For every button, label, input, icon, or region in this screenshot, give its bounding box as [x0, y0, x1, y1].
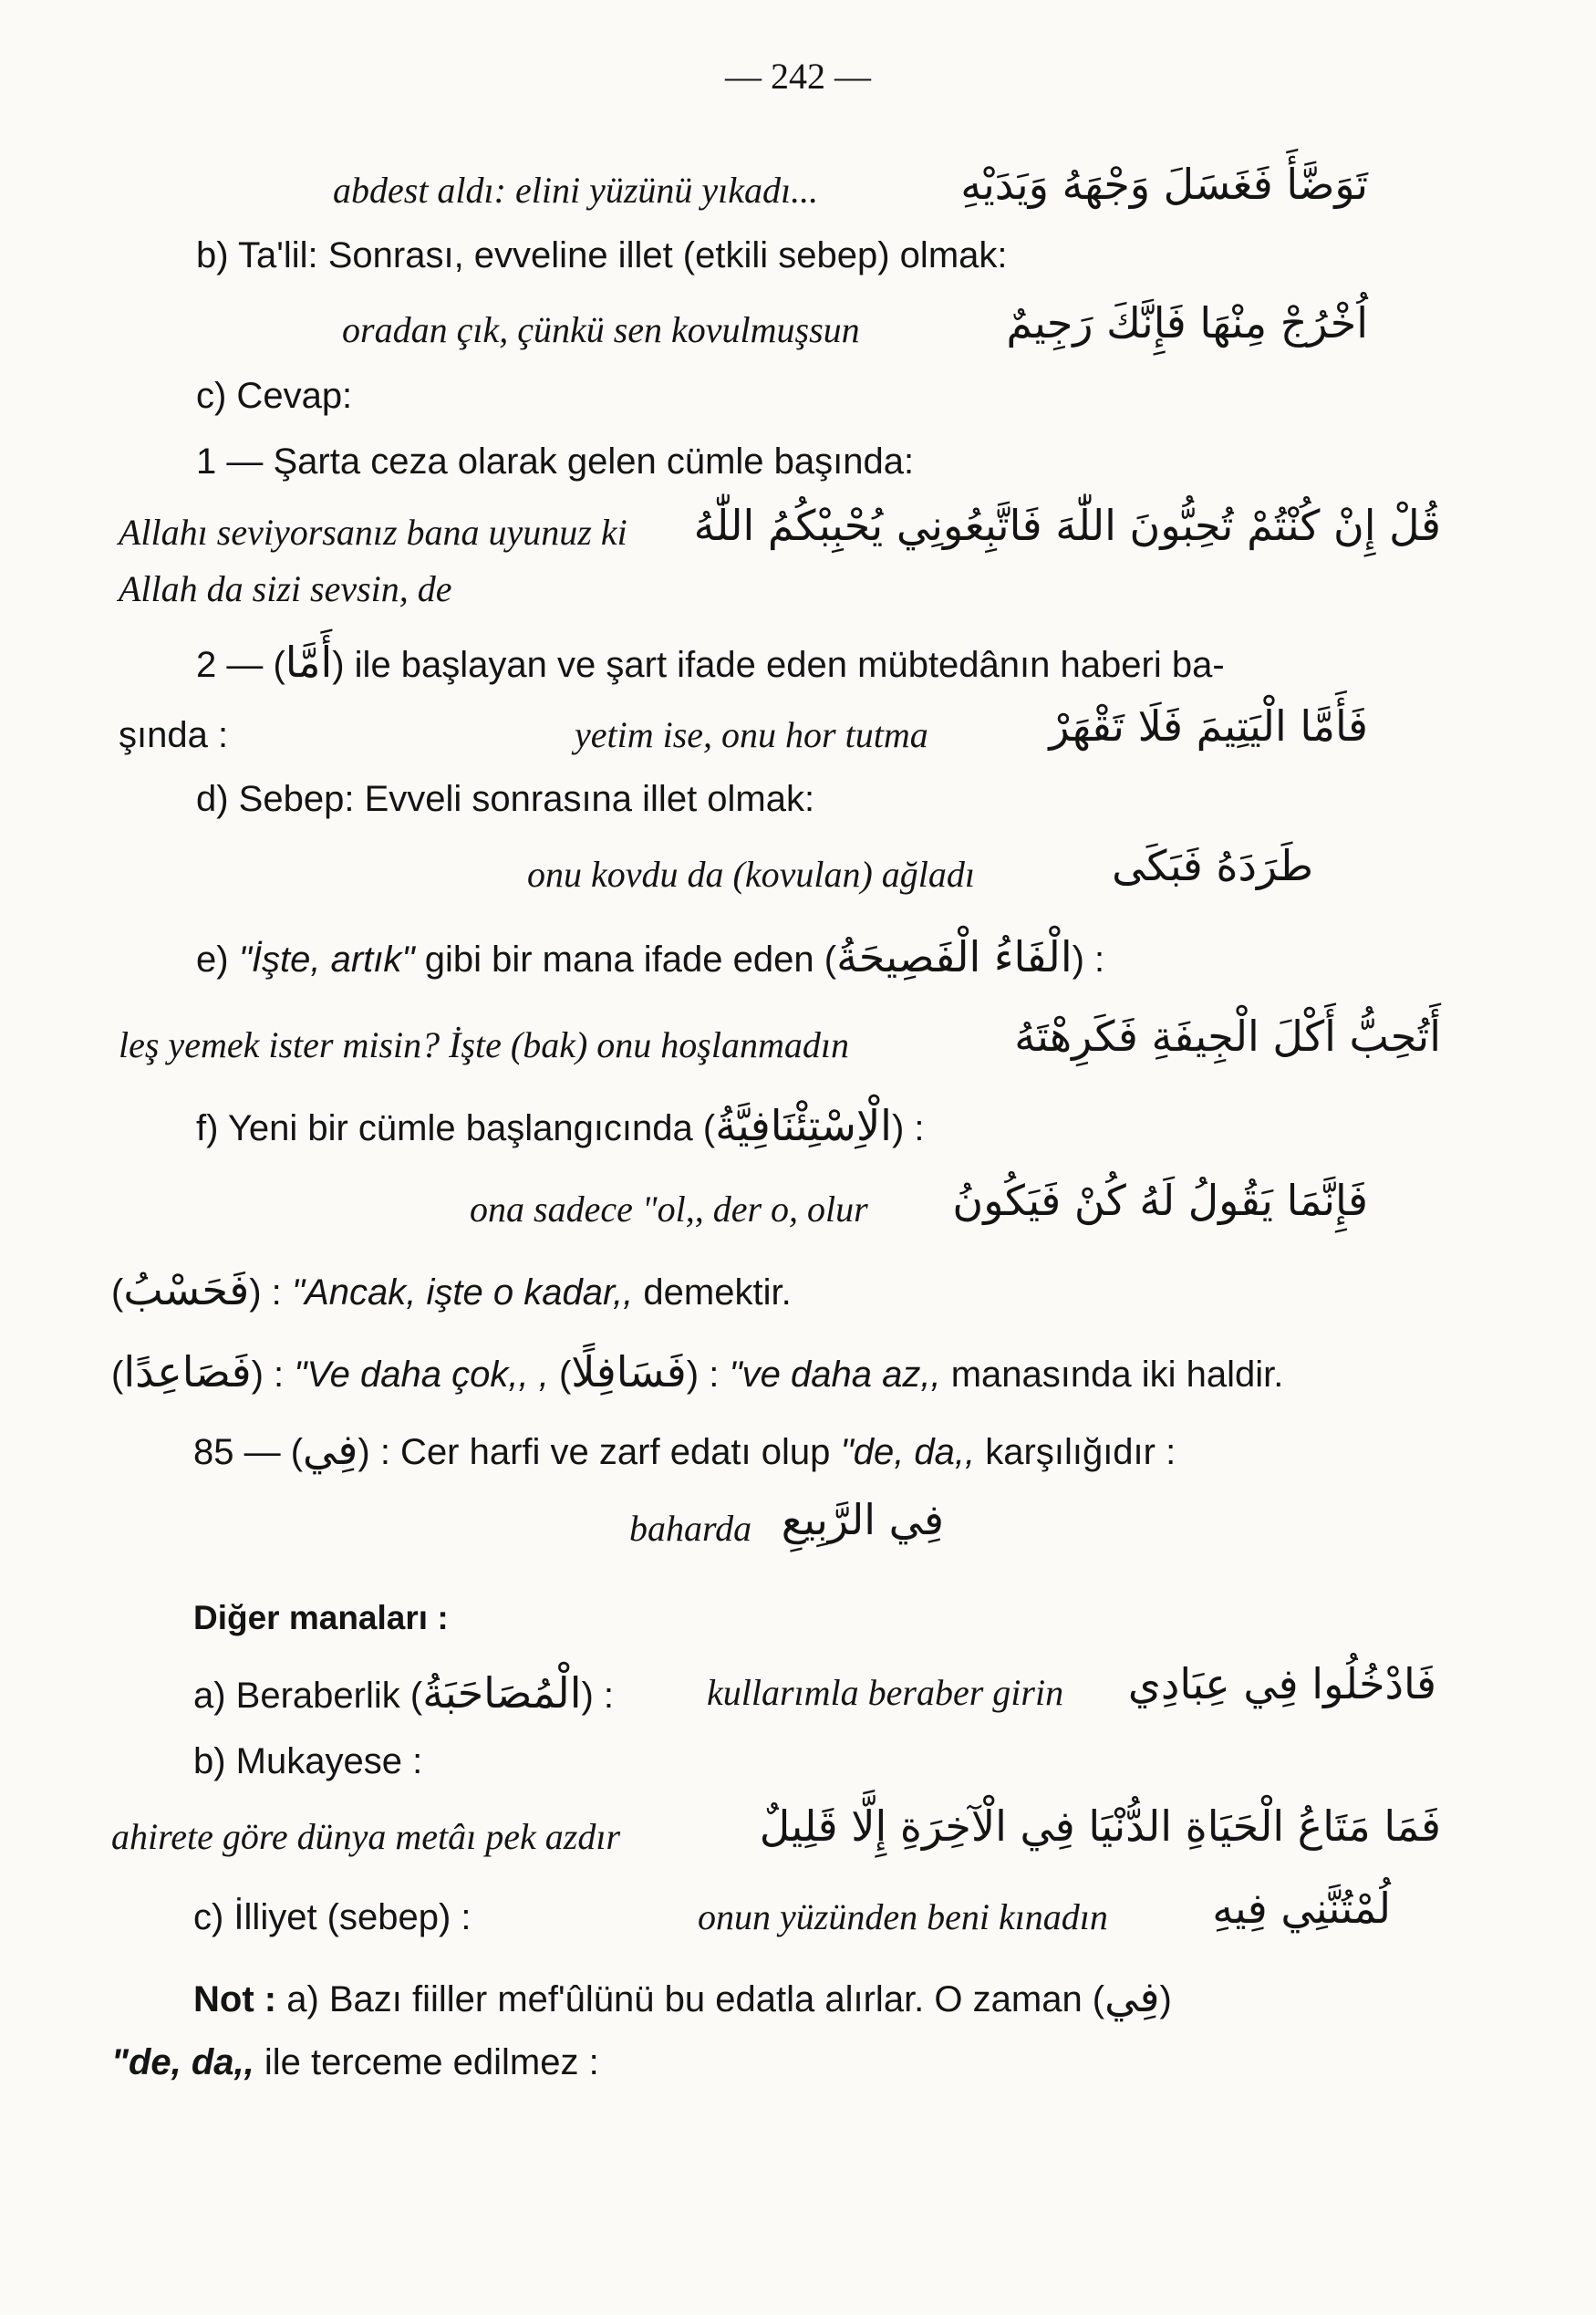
arabic-example: تَوَضَّأَ فَغَسَلَ وَجْهَهُ وَيَدَيْهِ: [960, 160, 1368, 209]
example-translation: onu kovdu da (kovulan) ağladı: [527, 854, 975, 895]
arabic-term: أَمَّا: [285, 638, 333, 687]
section-f: f) Yeni bir cümle başlangıcında (الْاِسْتِئْنَافِيَّةُ) :: [196, 1101, 925, 1150]
arabic-term: فِي: [303, 1425, 358, 1474]
example-translation: baharda: [629, 1508, 752, 1549]
example-translation: yetim ise, onu hor tutma: [575, 714, 928, 755]
note-line: Not : a) Bazı fiiller mef'ûlünü bu edatla alırlar. O zaman (فِي): [193, 1972, 1172, 2021]
subsection-2: 2 — (أَمَّا) ile başlayan ve şart ifade eden mübtedânın haberi ba-: [196, 638, 1225, 687]
arabic-example: فَإِنَّمَا يَقُولُ لَهُ كُنْ فَيَكُونُ: [952, 1176, 1368, 1225]
example-translation: onun yüzünden beni kınadın: [698, 1896, 1108, 1937]
meaning-a: a) Beraberlik (الْمُصَاحَبَةُ) :: [193, 1668, 615, 1718]
meaning-b: b) Mukayese :: [193, 1741, 423, 1781]
arabic-term: فَحَسْبُ: [123, 1265, 250, 1314]
example-translation: abdest aldı: elini yüzünü yıkadı...: [333, 170, 819, 211]
example-translation: ahirete göre dünya metâı pek azdır: [111, 1816, 621, 1857]
arabic-example: اُخْرُجْ مِنْهَا فَإِنَّكَ رَجِيمٌ: [1006, 298, 1368, 348]
subsection-1: 1 — Şarta ceza olarak gelen cümle başında:: [196, 441, 915, 482]
item-85-fi: 85 — (فِي) : Cer harfi ve zarf edatı olup "de, da,, karşılığıdır :: [193, 1425, 1176, 1474]
arabic-example: فَمَا مَتَاعُ الْحَيَاةِ الدُّنْيَا فِي الْآخِرَةِ إِلَّا قَلِيلٌ: [759, 1801, 1441, 1851]
example-translation: oradan çık, çünkü sen kovulmuşsun: [342, 309, 860, 350]
section-b-talil: b) Ta'lil: Sonrası, evveline illet (etkili sebep) olmak:: [196, 235, 1008, 275]
arabic-term: فِي: [1104, 1972, 1160, 2021]
fahasb-note: (فَحَسْبُ) : "Ancak, işte o kadar,, demektir.: [111, 1265, 792, 1314]
arabic-example: فَأَمَّا الْيَتِيمَ فَلَا تَقْهَرْ: [1049, 701, 1368, 751]
arabic-example: طَرَدَهُ فَبَكَى: [1112, 841, 1313, 890]
example-translation: ona sadece "ol,, der o, olur: [470, 1189, 868, 1230]
arabic-example: قُلْ إِنْ كُنْتُمْ تُحِبُّونَ اللّٰهَ فَاتَّبِعُونِي يُحْبِبْكُمُ اللّٰهُ: [693, 501, 1441, 550]
arabic-term: فَسَافِلًا: [571, 1347, 687, 1396]
section-c-cevap: c) Cevap:: [196, 376, 353, 416]
arabic-term: فَصَاعِدًا: [123, 1347, 252, 1396]
example-translation: Allahı seviyorsanız bana uyunuz ki: [119, 512, 627, 553]
arabic-term: الْفَاءُ الْفَصِيحَةُ: [836, 932, 1073, 981]
note-label: Not :: [193, 1979, 277, 2019]
section-e: e) "İşte, artık" gibi bir mana ifade eden (الْفَاءُ الْفَصِيحَةُ) :: [196, 932, 1105, 981]
section-d-sebep: d) Sebep: Evveli sonrasına illet olmak:: [196, 779, 815, 819]
example-translation: leş yemek ister misin? İşte (bak) onu hoşlanmadın: [119, 1024, 849, 1065]
arabic-example: لُمْتُنَّنِي فِيهِ: [1212, 1884, 1391, 1933]
arabic-example: فِي الرَّبِيعِ: [781, 1495, 944, 1544]
subsection-2-cont: şında :: [119, 715, 229, 755]
fasaidan-note: (فَصَاعِدًا) : "Ve daha çok,, , (فَسَافِلًا) : "ve daha az,, manasında iki haldir.: [111, 1347, 1284, 1396]
arabic-term: الْمُصَاحَبَةُ: [422, 1668, 582, 1718]
arabic-example: فَادْخُلُوا فِي عِبَادِي: [1127, 1659, 1436, 1708]
meaning-c: c) İlliyet (sebep) :: [193, 1897, 472, 1937]
page-number: — 242 —: [725, 56, 871, 97]
example-translation-cont: Allah da sizi sevsin, de: [119, 568, 452, 609]
arabic-term: الْاِسْتِئْنَافِيَّةُ: [715, 1101, 892, 1150]
example-translation: kullarımla beraber girin: [707, 1672, 1064, 1713]
note-line-cont: "de, da,, ile terceme edilmez :: [111, 2042, 599, 2082]
arabic-example: أَتُحِبُّ أَكْلَ الْجِيفَةِ فَكَرِهْتَهُ: [1014, 1012, 1441, 1061]
other-meanings-heading: Diğer manaları :: [193, 1599, 449, 1636]
